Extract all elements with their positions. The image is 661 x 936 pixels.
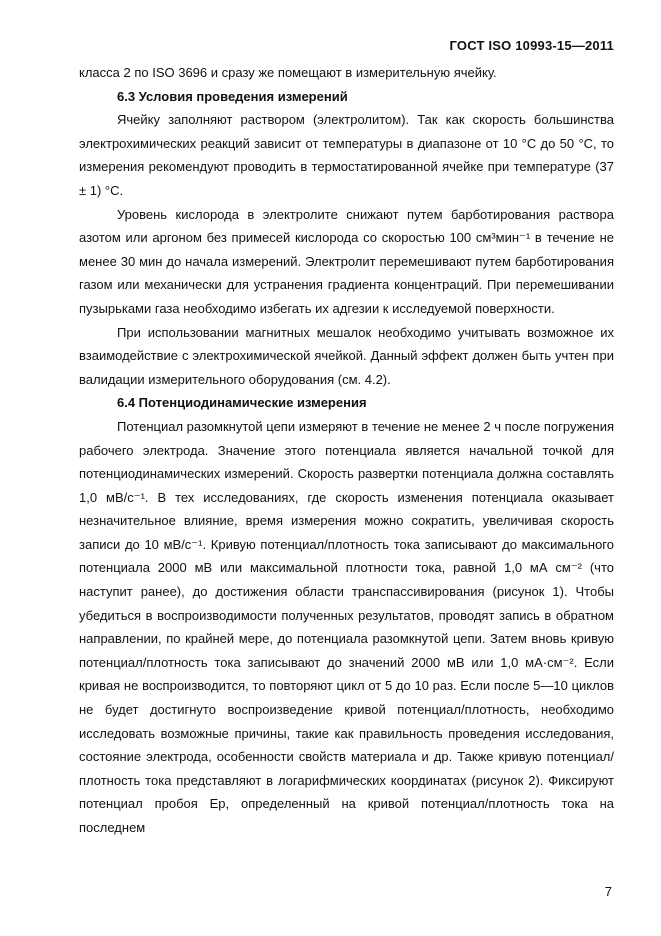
section-heading-6-4: 6.4 Потенциодинамические измерения	[117, 395, 367, 411]
document-header: ГОСТ ISO 10993-15—2011	[449, 38, 614, 53]
paragraph-oxygen-level: Уровень кислорода в электролите снижают путем барботирования раствора азотом или аргоном без примесей кислорода со скоростью 100 см³мин⁻¹ в течение не менее 30 мин до начала измерений. Электролит перемешивают путем барботирования газом или механически для устранения градиента концентраций. При перемешивании пузырьками газа необходимо избегать их адгезии к исследуемой поверхности.	[79, 206, 614, 316]
paragraph-open-circuit-potential: Потенциал разомкнутой цепи измеряют в течение не менее 2 ч после погружения рабочего электрода. Значение этого потенциала является начальной точкой для потенциодинамических измерений. Скорость развертки потенциала должна составлять 1,0 мВ/с⁻¹. В тех исследованиях, где скорость изменения потенциала оказывает незначительное влияние, время измерения можно сократить, увеличивая скорость записи до 10 мВ/с⁻¹. Кривую потенциал/плотность тока записывают до максимального потенциала 2000 мВ или максимальной плотности тока, равной 1,0 мА см⁻² (что наступит ранее), до достижения области транспассивирования (рисунок 1). Чтобы убедиться в воспроизводимости полученных результатов, проводят запись в обратном направлении, по крайней мере, до потенциала разомкнутой цепи. Затем вновь кривую потенциал/плотность тока записывают до значений 2000 мВ или 1,0 мА·см⁻². Если кривая не воспроизводится, то повторяют цикл от 5 до 10 раз. Если после 5—10 циклов не будет достигнуто воспроизведение кривой потенциал/плотность, необходимо исследовать возможные причины, такие как правильность проведения исследования, состояние электрода, особенности свойств материала и др. Также кривую потенциал/плотность тока представляют в логарифмических координатах (рисунок 2). Фиксируют потенциал пробоя Ер, определенный на кривой потенциал/плотность тока на последнем	[79, 418, 614, 835]
paragraph-cell-filling: Ячейку заполняют раствором (электролитом). Так как скорость большинства электрохимических реакций зависит от температуры в диапазоне от 10 °С до 50 °С, то измерения рекомендуют проводить в термостатированной ячейке при температуре (37 ± 1) °С.	[79, 112, 614, 198]
document-body	[79, 61, 614, 840]
page-number: 7	[604, 884, 612, 899]
section-heading-6-3: 6.3 Условия проведения измерений	[117, 88, 348, 104]
paragraph-magnetic-stirrers: При использовании магнитных мешалок необходимо учитывать возможное их взаимодействие с электрохимической ячейкой. Данный эффект должен быть учтен при валидации измерительного оборудования (см. 4.2).	[79, 324, 614, 387]
paragraph-continuation: класса 2 по ISO 3696 и сразу же помещают в измерительную ячейку.	[79, 65, 497, 80]
